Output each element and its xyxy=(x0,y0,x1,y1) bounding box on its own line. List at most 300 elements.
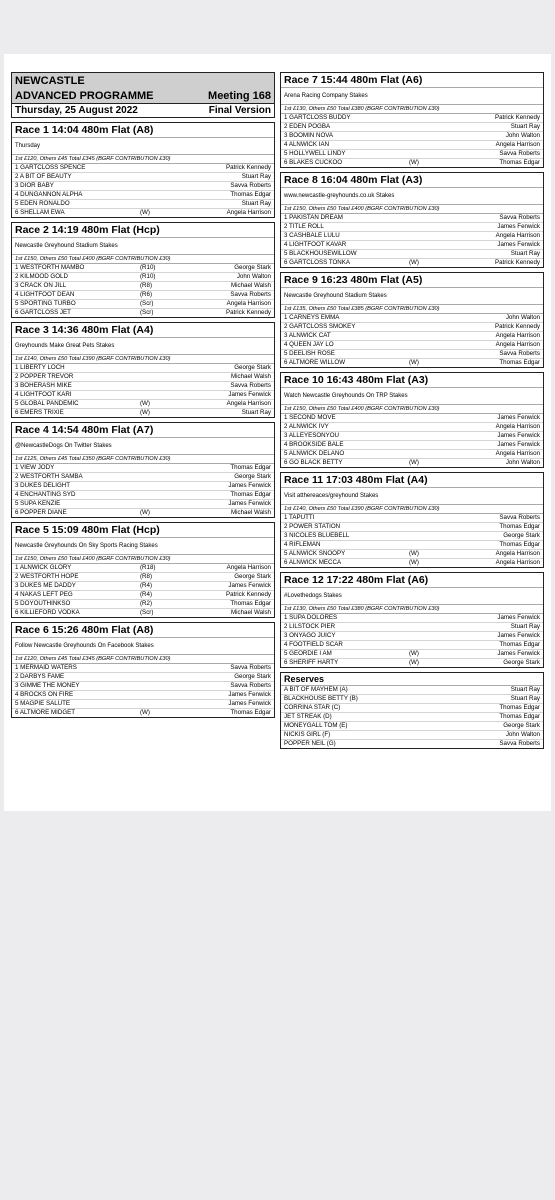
trainer-name: Savva Roberts xyxy=(230,682,271,689)
meeting-number: Meeting 168 xyxy=(208,89,271,102)
race-prize-money: 1st £140, Others £50 Total £390 (BGRF CONTRIBUTION £30) xyxy=(12,355,274,364)
left-race-list xyxy=(11,122,275,718)
entry-note: (W) xyxy=(409,459,419,466)
greyhound-name: 6 GARTCLOSS JET xyxy=(15,309,71,316)
greyhound-name: 6 ALTMORE MIDGET xyxy=(15,709,76,716)
entry-note xyxy=(409,350,459,358)
entry-note: (R2) xyxy=(140,600,153,607)
trainer-name: John Walton xyxy=(505,731,540,738)
race-entry-row xyxy=(281,441,543,450)
trainer-name: Stuart Ray xyxy=(510,250,540,257)
trainer-name: George Stark xyxy=(503,722,540,729)
greyhound-name: 1 LIBERTY LOCH xyxy=(15,364,65,371)
programme-title: ADVANCED PROGRAMME xyxy=(15,89,154,102)
trainer-name: Thomas Edgar xyxy=(230,464,271,471)
race-entry-row xyxy=(12,309,274,317)
race-stakes-name: Newcastle Greyhounds On Sky Sports Racing Stakes xyxy=(12,538,274,555)
race-entry-row xyxy=(281,650,543,659)
race-entry-row xyxy=(281,731,543,740)
trainer-name: James Fenwick xyxy=(497,223,540,230)
greyhound-name: 2 TITLE ROLL xyxy=(284,223,324,230)
entry-note xyxy=(140,200,190,208)
greyhound-name: A BIT OF MAYHEM (A) xyxy=(284,686,348,693)
race-card-6 xyxy=(11,622,275,718)
trainer-name: Michael Walsh xyxy=(230,509,271,516)
entry-note: (W) xyxy=(409,259,419,266)
entry-note: (W) xyxy=(409,159,419,166)
meeting-date: Thursday, 25 August 2022 xyxy=(15,105,138,116)
race-entry-row xyxy=(12,264,274,273)
entry-note xyxy=(409,450,459,458)
trainer-name: James Fenwick xyxy=(228,482,271,489)
race-card-4 xyxy=(11,422,275,518)
greyhound-name: 1 SECOND MOVE xyxy=(284,414,336,421)
greyhound-name: BLACKHOUSE BETTY (B) xyxy=(284,695,358,702)
entry-note xyxy=(409,423,459,431)
race-entry-row xyxy=(12,282,274,291)
race-entry-row xyxy=(12,273,274,282)
trainer-name: James Fenwick xyxy=(497,432,540,439)
trainer-name: Patrick Kennedy xyxy=(494,114,540,121)
trainer-name: Stuart Ray xyxy=(241,200,271,207)
entry-note xyxy=(409,232,459,240)
greyhound-name: 6 BLAKES CUCKOO xyxy=(284,159,343,166)
race-title: Race 12 17:22 480m Flat (A6) xyxy=(281,573,543,588)
race-card-2 xyxy=(11,222,275,318)
entry-note xyxy=(409,341,459,349)
programme-header xyxy=(11,72,275,118)
entry-note xyxy=(409,695,459,703)
greyhound-name: 3 ONYAGO JUICY xyxy=(284,632,336,639)
race-entry-row xyxy=(12,200,274,209)
race-entry-row xyxy=(12,300,274,309)
entry-note xyxy=(140,691,190,699)
entry-note xyxy=(409,740,459,748)
greyhound-name: 4 LIGHTFOOT DEAN xyxy=(15,291,75,298)
greyhound-name: 5 BLACKHOUSEWILLOW xyxy=(284,250,357,257)
race-card-10 xyxy=(280,372,544,468)
trainer-name: Savva Roberts xyxy=(499,740,540,747)
greyhound-name: 2 A BIT OF BEAUTY xyxy=(15,173,72,180)
race-stakes-name: Thursday xyxy=(12,138,274,155)
trainer-name: Patrick Kennedy xyxy=(494,323,540,330)
entry-note xyxy=(409,704,459,712)
race-entry-row xyxy=(281,623,543,632)
race-entry-row xyxy=(281,341,543,350)
race-stakes-name: #Lovethedogs Stakes xyxy=(281,588,543,605)
trainer-name: Thomas Edgar xyxy=(499,159,540,166)
race-entry-row xyxy=(281,514,543,523)
race-entry-row xyxy=(281,414,543,423)
trainer-name: James Fenwick xyxy=(497,650,540,657)
race-entry-row xyxy=(281,713,543,722)
trainer-name: Savva Roberts xyxy=(230,291,271,298)
greyhound-name: 5 ALNWICK SNOOPY xyxy=(284,550,346,557)
race-entry-row xyxy=(281,641,543,650)
venue-title: NEWCASTLE xyxy=(15,74,85,87)
race-card-8 xyxy=(280,172,544,268)
trainer-name: Stuart Ray xyxy=(510,123,540,130)
greyhound-name: 3 ALLEYESONYOU xyxy=(284,432,340,439)
trainer-name: Angela Harrison xyxy=(495,341,540,348)
race-prize-money: 1st £150, Others £50 Total £400 (BGRF CONTRIBUTION £30) xyxy=(281,405,543,414)
race-entry-row xyxy=(12,673,274,682)
entry-note xyxy=(140,164,190,172)
entry-note xyxy=(140,191,190,199)
race-entry-row xyxy=(281,232,543,241)
entry-note: (W) xyxy=(140,209,150,216)
race-title: Race 8 16:04 480m Flat (A3) xyxy=(281,173,543,188)
trainer-name: Angela Harrison xyxy=(495,423,540,430)
entry-note: (R6) xyxy=(140,291,153,298)
trainer-name: George Stark xyxy=(234,264,271,271)
greyhound-name: 3 CRACK ON JILL xyxy=(15,282,67,289)
entry-note xyxy=(140,382,190,390)
trainer-name: George Stark xyxy=(234,573,271,580)
race-prize-money: 1st £150, Others £50 Total £400 (BGRF CONTRIBUTION £30) xyxy=(281,205,543,214)
race-entry-row xyxy=(12,664,274,673)
race-entry-row xyxy=(12,291,274,300)
greyhound-name: 6 EMERS TRIXIE xyxy=(15,409,64,416)
entry-note xyxy=(140,673,190,681)
greyhound-name: 1 GARTCLOSS BUDDY xyxy=(284,114,351,121)
trainer-name: Thomas Edgar xyxy=(499,641,540,648)
race-stakes-name: Greyhounds Make Great Pets Stakes xyxy=(12,338,274,355)
race-title: Race 9 16:23 480m Flat (A5) xyxy=(281,273,543,288)
race-entry-row xyxy=(281,323,543,332)
entry-note xyxy=(409,514,459,522)
entry-note: (W) xyxy=(409,559,419,566)
race-entry-row xyxy=(12,473,274,482)
race-stakes-name: Newcastle Greyhound Stadium Stakes xyxy=(12,238,274,255)
entry-note xyxy=(409,250,459,258)
programme-page xyxy=(4,54,551,811)
entry-note xyxy=(409,414,459,422)
entry-note: (W) xyxy=(140,709,150,716)
race-entry-row xyxy=(281,704,543,713)
trainer-name: Angela Harrison xyxy=(226,400,271,407)
entry-note xyxy=(409,332,459,340)
race-title: Race 5 15:09 480m Flat (Hcp) xyxy=(12,523,274,538)
race-stakes-name: www.newcastle-greyhounds.co.uk Stakes xyxy=(281,188,543,205)
entry-note xyxy=(409,150,459,158)
entry-note xyxy=(409,114,459,122)
race-entry-row xyxy=(281,314,543,323)
greyhound-name: 3 GIMME THE MONEY xyxy=(15,682,80,689)
race-entry-row xyxy=(281,740,543,748)
trainer-name: Angela Harrison xyxy=(495,141,540,148)
trainer-name: Angela Harrison xyxy=(495,559,540,566)
greyhound-name: 5 GLOBAL PANDEMIC xyxy=(15,400,79,407)
race-entry-row xyxy=(281,432,543,441)
race-entry-row xyxy=(12,573,274,582)
race-prize-money: 1st £140, Others £50 Total £390 (BGRF CONTRIBUTION £30) xyxy=(281,505,543,514)
entry-note xyxy=(409,123,459,131)
entry-note: (R4) xyxy=(140,582,153,589)
race-entry-row xyxy=(12,509,274,517)
greyhound-name: 3 DIOR BABY xyxy=(15,182,54,189)
entry-note: (R8) xyxy=(140,282,153,289)
trainer-name: George Stark xyxy=(234,364,271,371)
trainer-name: James Fenwick xyxy=(497,632,540,639)
race-title: Race 4 14:54 480m Flat (A7) xyxy=(12,423,274,438)
race-entry-row xyxy=(12,564,274,573)
greyhound-name: 4 NAKAS LEFT PEG xyxy=(15,591,73,598)
greyhound-name: 4 LIGHTFOOT KARI xyxy=(15,391,72,398)
race-title: Race 11 17:03 480m Flat (A4) xyxy=(281,473,543,488)
race-title: Race 6 15:26 480m Flat (A8) xyxy=(12,623,274,638)
race-prize-money: 1st £135, Others £50 Total £385 (BGRF CONTRIBUTION £30) xyxy=(281,305,543,314)
trainer-name: James Fenwick xyxy=(497,241,540,248)
greyhound-name: 6 ALTMORE WILLOW xyxy=(284,359,346,366)
greyhound-name: 5 ALNWICK DELANO xyxy=(284,450,345,457)
race-entry-row xyxy=(281,532,543,541)
race-entry-row xyxy=(12,682,274,691)
trainer-name: Angela Harrison xyxy=(495,450,540,457)
greyhound-name: 6 KILLIEFORD VODKA xyxy=(15,609,80,616)
trainer-name: John Walton xyxy=(505,314,540,321)
race-title: Race 1 14:04 480m Flat (A8) xyxy=(12,123,274,138)
greyhound-name: 2 WESTFORTH HOPE xyxy=(15,573,79,580)
entry-note xyxy=(140,182,190,190)
trainer-name: Thomas Edgar xyxy=(230,491,271,498)
reserves-list xyxy=(281,686,543,748)
race-entry-row xyxy=(281,159,543,167)
greyhound-name: 3 ALNWICK CAT xyxy=(284,332,331,339)
entry-note xyxy=(409,223,459,231)
entry-note: (Scr) xyxy=(140,300,154,307)
entry-note xyxy=(140,500,190,508)
entry-note xyxy=(140,173,190,181)
entry-note xyxy=(409,541,459,549)
race-stakes-name: Arena Racing Company Stakes xyxy=(281,88,543,105)
entry-note xyxy=(409,132,459,140)
trainer-name: George Stark xyxy=(503,659,540,666)
entry-note: (W) xyxy=(140,400,150,407)
greyhound-name: 2 LILSTOCK PIER xyxy=(284,623,336,630)
entry-note: (Scr) xyxy=(140,309,154,316)
greyhound-name: 2 ALNWICK IVY xyxy=(284,423,329,430)
race-stakes-name: @NewcastleDogs On Twitter Stakes xyxy=(12,438,274,455)
greyhound-name: 4 BROCKS ON FIRE xyxy=(15,691,74,698)
race-entry-row xyxy=(12,709,274,717)
reserves-block xyxy=(280,672,544,749)
entry-note xyxy=(140,391,190,399)
race-entry-row xyxy=(12,373,274,382)
race-entry-row xyxy=(281,214,543,223)
race-title: Race 2 14:19 480m Flat (Hcp) xyxy=(12,223,274,238)
trainer-name: Angela Harrison xyxy=(495,332,540,339)
greyhound-name: 1 MERMAID WATERS xyxy=(15,664,77,671)
race-stakes-name: Visit atthereaces/greyhound Stakes xyxy=(281,488,543,505)
trainer-name: John Walton xyxy=(236,273,271,280)
race-entry-row xyxy=(281,132,543,141)
race-entry-row xyxy=(12,691,274,700)
race-entry-row xyxy=(281,523,543,532)
greyhound-name: NICKIS GIRL (F) xyxy=(284,731,331,738)
race-prize-money: 1st £125, Others £45 Total £350 (BGRF CONTRIBUTION £30) xyxy=(12,455,274,464)
race-prize-money: 1st £130, Others £50 Total £380 (BGRF CONTRIBUTION £30) xyxy=(281,105,543,114)
trainer-name: John Walton xyxy=(505,459,540,466)
greyhound-name: 3 BOOMIN NOVA xyxy=(284,132,334,139)
trainer-name: Michael Walsh xyxy=(230,282,271,289)
race-entry-row xyxy=(12,173,274,182)
race-entry-row xyxy=(12,164,274,173)
race-entry-row xyxy=(12,700,274,709)
trainer-name: Angela Harrison xyxy=(495,550,540,557)
race-entry-row xyxy=(12,500,274,509)
greyhound-name: 4 ALNWICK IAN xyxy=(284,141,330,148)
greyhound-name: 5 HOLLYWELL LINDY xyxy=(284,150,346,157)
greyhound-name: 5 DOYOUTHINKSO xyxy=(15,600,71,607)
trainer-name: Savva Roberts xyxy=(499,214,540,221)
greyhound-name: 1 TAPUTTI xyxy=(284,514,315,521)
greyhound-name: 5 MAGPIE SALUTE xyxy=(15,700,71,707)
race-entry-row xyxy=(281,223,543,232)
race-entry-row xyxy=(12,464,274,473)
race-entry-row xyxy=(12,400,274,409)
greyhound-name: 5 GEORDIE I AM xyxy=(284,650,332,657)
trainer-name: Angela Harrison xyxy=(226,209,271,216)
greyhound-name: 2 KILMOOD GOLD xyxy=(15,273,68,280)
entry-note xyxy=(409,214,459,222)
greyhound-name: 3 CASHBALE LULU xyxy=(284,232,340,239)
race-card-5 xyxy=(11,522,275,618)
trainer-name: Savva Roberts xyxy=(230,182,271,189)
race-card-1 xyxy=(11,122,275,218)
greyhound-name: 1 GARTCLOSS SPENCE xyxy=(15,164,86,171)
trainer-name: Thomas Edgar xyxy=(499,713,540,720)
race-entry-row xyxy=(281,686,543,695)
entry-note xyxy=(409,641,459,649)
entry-note: (W) xyxy=(140,509,150,516)
race-title: Race 10 16:43 480m Flat (A3) xyxy=(281,373,543,388)
entry-note xyxy=(140,464,190,472)
trainer-name: Michael Walsh xyxy=(230,609,271,616)
trainer-name: James Fenwick xyxy=(497,441,540,448)
trainer-name: Patrick Kennedy xyxy=(225,309,271,316)
trainer-name: James Fenwick xyxy=(228,500,271,507)
race-entry-row xyxy=(12,482,274,491)
race-entry-row xyxy=(281,450,543,459)
greyhound-name: 6 SHERIFF HARTY xyxy=(284,659,339,666)
greyhound-name: 6 GARTCLOSS TONKA xyxy=(284,259,351,266)
race-stakes-name: Follow Newcastle Greyhounds On Facebook Stakes xyxy=(12,638,274,655)
right-column xyxy=(280,72,544,753)
race-entry-row xyxy=(281,141,543,150)
race-card-9 xyxy=(280,272,544,368)
trainer-name: James Fenwick xyxy=(228,700,271,707)
greyhound-name: 1 SUPA DOLORES xyxy=(284,614,338,621)
race-entry-row xyxy=(281,541,543,550)
entry-note: (W) xyxy=(140,409,150,416)
greyhound-name: 5 DEELISH ROSE xyxy=(284,350,335,357)
race-stakes-name: Newcastle Greyhound Stadium Stakes xyxy=(281,288,543,305)
trainer-name: Savva Roberts xyxy=(499,350,540,357)
greyhound-name: 1 ALNWICK GLORY xyxy=(15,564,72,571)
race-entry-row xyxy=(281,259,543,267)
race-entry-row xyxy=(281,359,543,367)
race-entry-row xyxy=(281,250,543,259)
race-title: Race 7 15:44 480m Flat (A6) xyxy=(281,73,543,88)
trainer-name: Savva Roberts xyxy=(230,382,271,389)
trainer-name: Stuart Ray xyxy=(241,409,271,416)
trainer-name: Stuart Ray xyxy=(510,623,540,630)
race-prize-money: 1st £150, Others £50 Total £400 (BGRF CONTRIBUTION £30) xyxy=(12,255,274,264)
race-entry-row xyxy=(281,614,543,623)
greyhound-name: JET STREAK (D) xyxy=(284,713,332,720)
entry-note xyxy=(140,682,190,690)
greyhound-name: 3 NICOLES BLUEBELL xyxy=(284,532,350,539)
trainer-name: Thomas Edgar xyxy=(499,704,540,711)
entry-note xyxy=(409,614,459,622)
trainer-name: Savva Roberts xyxy=(499,514,540,521)
race-entry-row xyxy=(281,423,543,432)
race-entry-row xyxy=(281,459,543,467)
entry-note xyxy=(140,473,190,481)
entry-note xyxy=(409,686,459,694)
greyhound-name: MONEYGALL TOM (E) xyxy=(284,722,348,729)
trainer-name: George Stark xyxy=(234,673,271,680)
race-entry-row xyxy=(12,600,274,609)
race-entry-row xyxy=(12,591,274,600)
race-entry-row xyxy=(12,582,274,591)
race-prize-money: 1st £130, Others £50 Total £380 (BGRF CONTRIBUTION £30) xyxy=(281,605,543,614)
greyhound-name: 2 POPPER TREVOR xyxy=(15,373,74,380)
entry-note: (R8) xyxy=(140,573,153,580)
trainer-name: Thomas Edgar xyxy=(499,359,540,366)
entry-note: (R10) xyxy=(140,264,156,271)
greyhound-name: 2 DARBYS FAME xyxy=(15,673,65,680)
greyhound-name: 4 RIFLEMAN xyxy=(284,541,321,548)
entry-note xyxy=(409,441,459,449)
race-entry-row xyxy=(281,114,543,123)
trainer-name: Thomas Edgar xyxy=(499,541,540,548)
trainer-name: Michael Walsh xyxy=(230,373,271,380)
greyhound-name: 5 EDEN RONALDO xyxy=(15,200,70,207)
entry-note xyxy=(140,482,190,490)
race-entry-row xyxy=(12,182,274,191)
greyhound-name: 2 POWER STATION xyxy=(284,523,341,530)
left-column xyxy=(11,72,275,722)
greyhound-name: 4 BROOKSIDE BALE xyxy=(284,441,344,448)
trainer-name: Savva Roberts xyxy=(499,150,540,157)
entry-note: (W) xyxy=(409,659,419,666)
trainer-name: Angela Harrison xyxy=(226,300,271,307)
trainer-name: Stuart Ray xyxy=(510,686,540,693)
entry-note xyxy=(409,141,459,149)
greyhound-name: POPPER NEIL (G) xyxy=(284,740,336,747)
greyhound-name: 3 BOHERASH MIKE xyxy=(15,382,72,389)
race-entry-row xyxy=(12,391,274,400)
entry-note xyxy=(409,731,459,739)
race-card-3 xyxy=(11,322,275,418)
entry-note xyxy=(140,700,190,708)
greyhound-name: 1 WESTFORTH MAMBO xyxy=(15,264,85,271)
greyhound-name: 1 CARNEYS EMMA xyxy=(284,314,340,321)
greyhound-name: 5 SPORTING TURBO xyxy=(15,300,76,307)
trainer-name: John Walton xyxy=(505,132,540,139)
greyhound-name: 4 QUEEN JAY LO xyxy=(284,341,334,348)
trainer-name: James Fenwick xyxy=(497,614,540,621)
greyhound-name: 4 LIGHTFOOT KAVAR xyxy=(284,241,347,248)
race-card-11 xyxy=(280,472,544,568)
trainer-name: Angela Harrison xyxy=(495,232,540,239)
entry-note xyxy=(140,491,190,499)
race-entry-row xyxy=(281,123,543,132)
entry-note xyxy=(409,623,459,631)
race-entry-row xyxy=(12,491,274,500)
